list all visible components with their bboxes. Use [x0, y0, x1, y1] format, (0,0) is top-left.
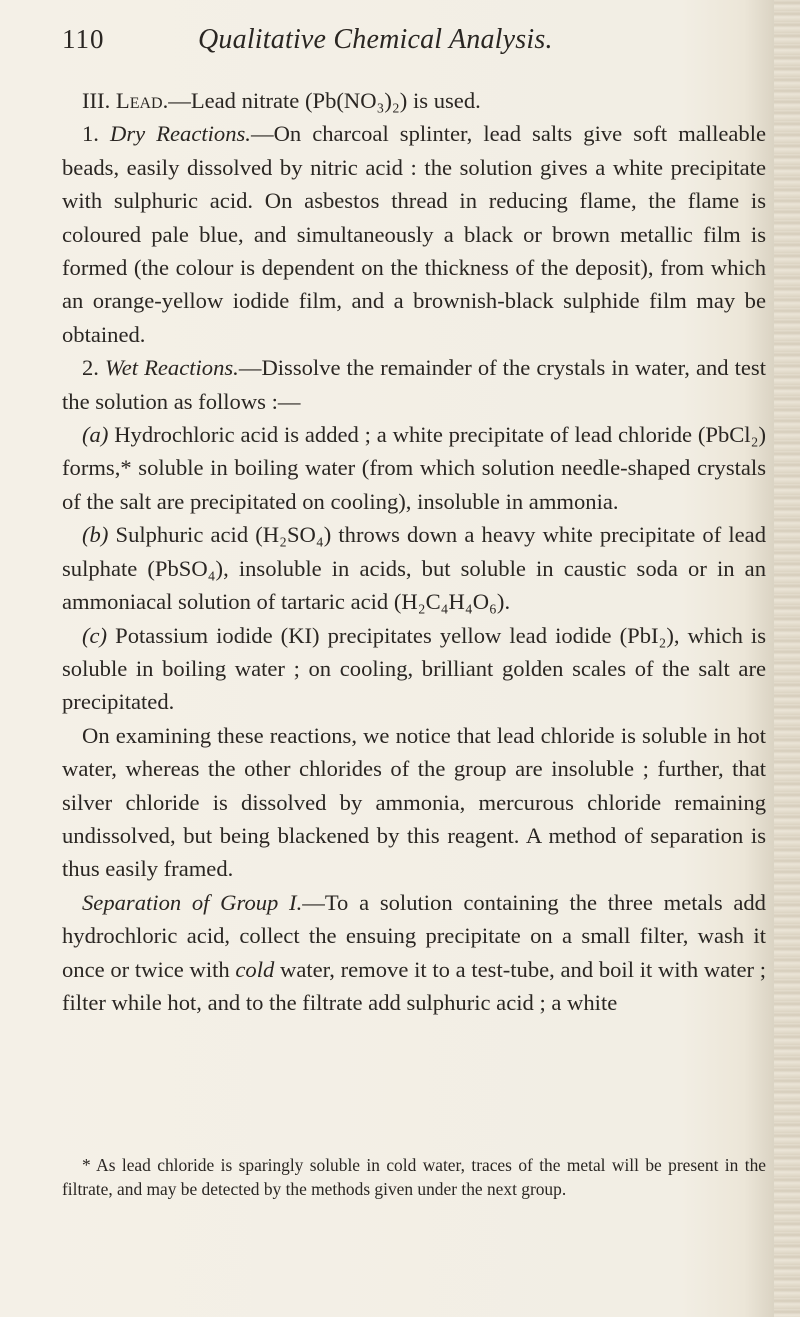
separation-text-after: water, remove it to a test-tube, and boil it with water ; filter while hot, and to the filtrate add sulphuric acid ; a white: [62, 956, 766, 1015]
dry-text: —On charcoal splinter, lead salts give soft malleable beads, easily dissolved by nitric acid : the solution gives a white precipitate with sulphuric acid. On asbestos thread in reducing flame, the flame is coloured pale blue, and simultaneously a black or brown metallic film is formed (the colour is dependent on the thickness of the deposit), from which an orange-yellow iodide film, and a brownish-black sulphide film may be obtained.: [62, 121, 767, 347]
section-intro: —Lead nitrate (Pb(NO₃)₂) is used.: [168, 88, 481, 113]
reaction-c-label: (c): [82, 622, 108, 648]
page-number: 110: [62, 24, 105, 54]
reaction-b-text: Sulphuric acid (H₂SO₄) throws down a heavy white precipitate of lead sulphate (PbSO₄), insoluble in acids, but soluble in caustic soda or in an ammoniacal solution of tartaric acid (H₂C₄H₄O₆).: [62, 522, 766, 615]
reaction-a-text: Hydrochloric acid is added ; a white precipitate of lead chloride (PbCl₂) forms,* soluble in boiling water (from which solution needle-shaped crystals of the salt are precipitated on cooling), insoluble in ammonia.: [62, 422, 766, 514]
reaction-a-paragraph: [62, 418, 766, 518]
reaction-a-label: (a): [82, 422, 109, 448]
reaction-b-paragraph: [62, 518, 766, 618]
reaction-c-paragraph: [62, 619, 766, 719]
body-text: [62, 84, 766, 1019]
reaction-b-label: (b): [82, 522, 109, 548]
footnote: [62, 1154, 766, 1201]
wet-text: —Dissolve the remainder of the crystals in water, and test the solution as follows :—: [62, 355, 766, 414]
reaction-c-text: Potassium iodide (KI) precipitates yellow lead iodide (PbI₂), which is soluble in boiling water ; on cooling, brilliant golden scales of the salt are precipitated.: [62, 622, 766, 715]
separation-title: Separation of Group I.: [82, 889, 303, 915]
dry-title: Dry Reactions.: [110, 121, 251, 147]
running-title: Qualitative Chemical Analysis.: [198, 24, 553, 55]
separation-emphasis: cold: [235, 956, 275, 982]
separation-text-before: —To a solution containing the three metals add hydrochloric acid, collect the ensuing precipitate on a small filter, wash it once or twice with: [62, 889, 766, 982]
wet-reactions-paragraph: [62, 351, 766, 418]
observation-paragraph: On examining these reactions, we notice that lead chloride is soluble in hot water, whereas the other chlorides of the group are insoluble ; further, that silver chloride is dissolved by ammonia, mercurous chloride remaining undissolved, but being blackened by this reagent. A method of separation is thus easily framed.: [62, 722, 766, 882]
section-lead-paragraph: [62, 84, 766, 117]
separation-paragraph: [62, 886, 766, 1020]
footnote-text: * As lead chloride is sparingly soluble in cold water, traces of the metal will be present in the filtrate, and may be detected by the methods given under the next group.: [62, 1155, 766, 1199]
page-header: [62, 24, 762, 68]
wet-number: 2.: [82, 355, 99, 381]
wet-title: Wet Reactions.: [105, 355, 239, 381]
dry-reactions-paragraph: [62, 117, 766, 351]
section-numeral: III.: [82, 88, 111, 113]
dry-number: 1.: [82, 121, 99, 147]
section-heading: Lead.: [115, 88, 169, 113]
page-binding-edge: [774, 0, 800, 1317]
